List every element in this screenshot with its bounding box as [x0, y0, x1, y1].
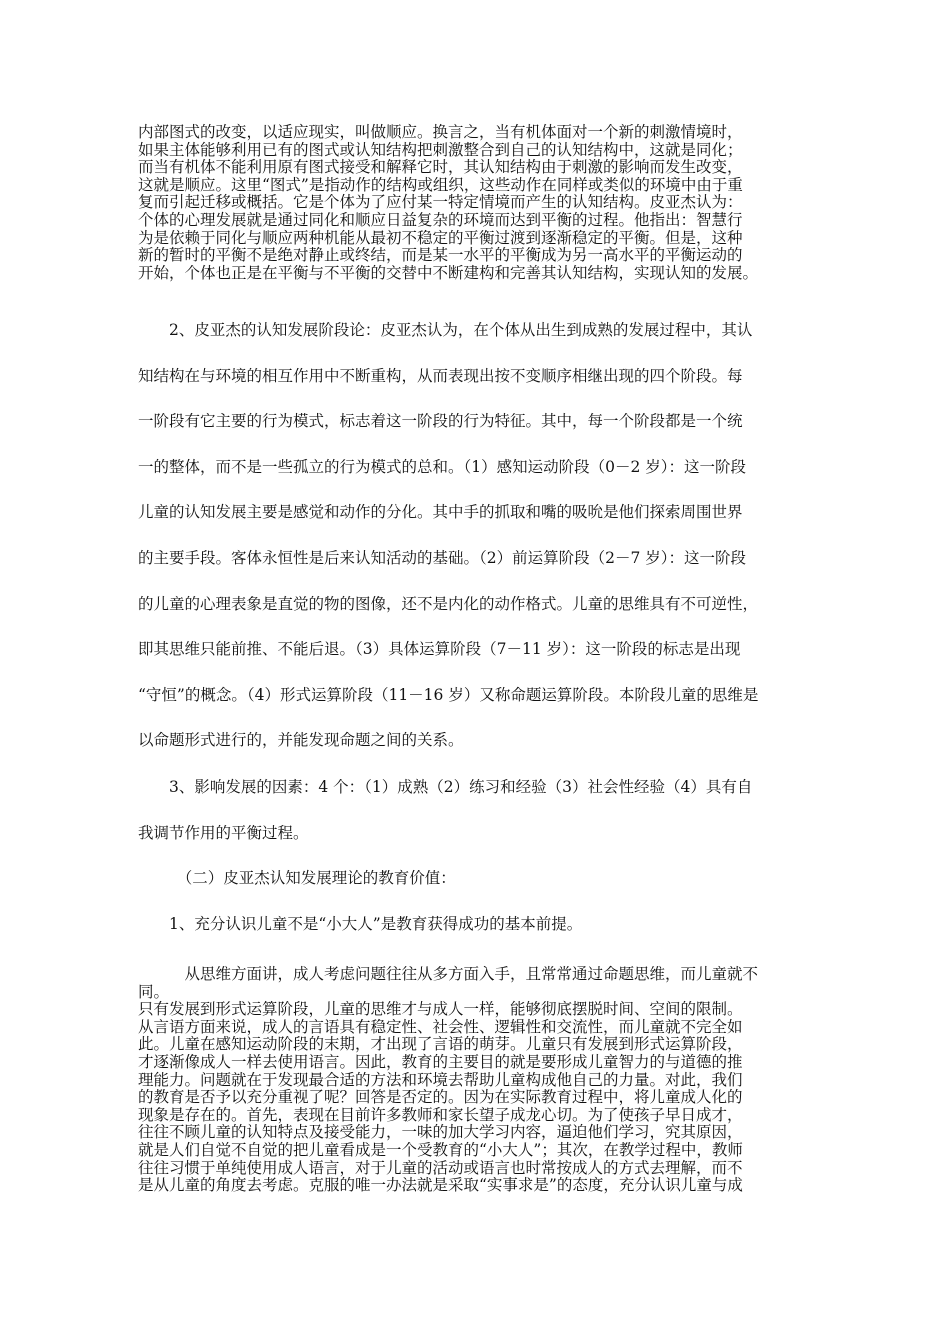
text-line: 如果主体能够利用已有的图式或认知结构把刺激整合到自己的认知结构中，这就是同化； [138, 140, 743, 159]
section-heading [138, 856, 828, 902]
text-line: 知结构在与环境的相互作用中不断重构，从而表现出按不变顺序相继出现的四个阶段。每 [138, 366, 743, 385]
text-line: 开始，个体也正是在平衡与不平衡的交替中不断建构和完善其认知结构，实现认知的发展。 [138, 263, 759, 282]
text-line: 往往习惯于单纯使用成人语言，对于儿童的活动或语言也时常按成人的方式去理解，而不 [138, 1158, 743, 1177]
text-line: 复而引起迁移或概括。它是个体为了应付某一特定情境而产生的认知结构。皮亚杰认为： [138, 193, 743, 212]
text-line: 2、皮亚杰的认知发展阶段论：皮亚杰认为，在个体从出生到成熟的发展过程中，其认 [138, 321, 753, 339]
text-line: 这就是顺应。这里“图式”是指动作的结构或组织，这些动作在同样或类似的环境中由于重 [138, 175, 743, 194]
text-line: 往往不顾儿童的认知特点及接受能力，一味的加大学习内容，逼迫他们学习，究其原因， [138, 1123, 743, 1142]
text-line: 才逐渐像成人一样去使用语言。因此，教育的主要目的就是要形成儿童智力的与道德的推 [138, 1052, 743, 1071]
paragraph-influencing-factors [138, 765, 828, 856]
paragraph-thinking-and-language [138, 966, 828, 1195]
text-line: 此。儿童在感知运动阶段的末期，才出现了言语的萌芽。儿童只有发展到形式运算阶段， [138, 1035, 743, 1054]
point-heading [138, 902, 828, 948]
text-line: 个体的心理发展就是通过同化和顺应日益复杂的环境而达到平衡的过程。他指出：智慧行 [138, 210, 743, 229]
text-line: 理能力。问题就在于发现最合适的方法和环境去帮助儿童构成他自己的力量。对此，我们 [138, 1070, 743, 1089]
text-line: 从思维方面讲，成人考虑问题往往从多方面入手，且常常通过命题思维，而儿童就不 [138, 965, 759, 983]
paragraph-assimilation-accommodation [138, 124, 828, 282]
text-line: 一阶段有它主要的行为模式，标志着这一阶段的行为特征。其中，每一个阶段都是一个统 [138, 412, 743, 431]
text-line: 现象是存在的。首先，表现在目前许多教师和家长望子成龙心切。为了使孩子早日成才， [138, 1105, 743, 1124]
text-line: 的儿童的心理表象是直觉的物的图像，还不是内化的动作格式。儿童的思维具有不可逆性， [138, 594, 759, 613]
text-line: 即其思维只能前推、不能后退。（3）具体运算阶段（7－11 岁）：这一阶段的标志是出现 [138, 640, 741, 659]
text-line: 的教育是否予以充分重视了呢？回答是否定的。因为在实际教育过程中，将儿童成人化的 [138, 1088, 743, 1107]
text-line: 3、影响发展的因素：4 个：（1）成熟（2）练习和经验（3）社会性经验（4）具有自 [138, 778, 753, 796]
text-line: 是从儿童的角度去考虑。克服的唯一办法就是采取“实事求是”的态度，充分认识儿童与成 [138, 1176, 743, 1195]
text-line: 以命题形式进行的，并能发现命题之间的关系。 [138, 731, 464, 750]
heading-text: （二）皮亚杰认知发展理论的教育价值： [138, 869, 456, 887]
text-line: 我调节作用的平衡过程。 [138, 823, 309, 842]
point-text: 1、充分认识儿童不是“小大人”是教育获得成功的基本前提。 [138, 915, 583, 933]
paragraph-development-stages [138, 308, 828, 764]
text-line: 内部图式的改变，以适应现实，叫做顺应。换言之，当有机体面对一个新的刺激情境时， [138, 123, 743, 141]
text-line: “守恒”的概念。（4）形式运算阶段（11－16 岁）又称命题运算阶段。本阶段儿童的思维是 [138, 685, 759, 704]
text-line: 只有发展到形式运算阶段，儿童的思维才与成人一样，能够彻底摆脱时间、空间的限制。 [138, 1000, 743, 1019]
text-line: 从言语方面来说，成人的言语具有稳定性、社会性、逻辑性和交流性，而儿童就不完全如 [138, 1017, 743, 1036]
text-line: 为是依赖于同化与顺应两种机能从最初不稳定的平衡过渡到逐渐稳定的平衡。但是，这种 [138, 228, 743, 247]
text-line: 的主要手段。客体永恒性是后来认知活动的基础。（2）前运算阶段（2－7 岁）：这一阶段 [138, 548, 747, 567]
text-line: 一的整体，而不是一些孤立的行为模式的总和。（1）感知运动阶段（0－2 岁）：这一阶段 [138, 457, 747, 476]
text-line: 新的暂时的平衡不是绝对静止或终结，而是某一水平的平衡成为另一高水平的平衡运动的 [138, 246, 743, 265]
text-line: 同。 [138, 982, 170, 1001]
text-line: 就是人们自觉不自觉的把儿童看成是一个受教育的“小大人”；其次，在教学过程中，教师 [138, 1140, 743, 1159]
text-line: 儿童的认知发展主要是感觉和动作的分化。其中手的抓取和嘴的吸吮是他们探索周围世界 [138, 503, 743, 522]
text-line: 而当有机体不能利用原有图式接受和解释它时，其认知结构由于刺激的影响而发生改变， [138, 158, 743, 177]
